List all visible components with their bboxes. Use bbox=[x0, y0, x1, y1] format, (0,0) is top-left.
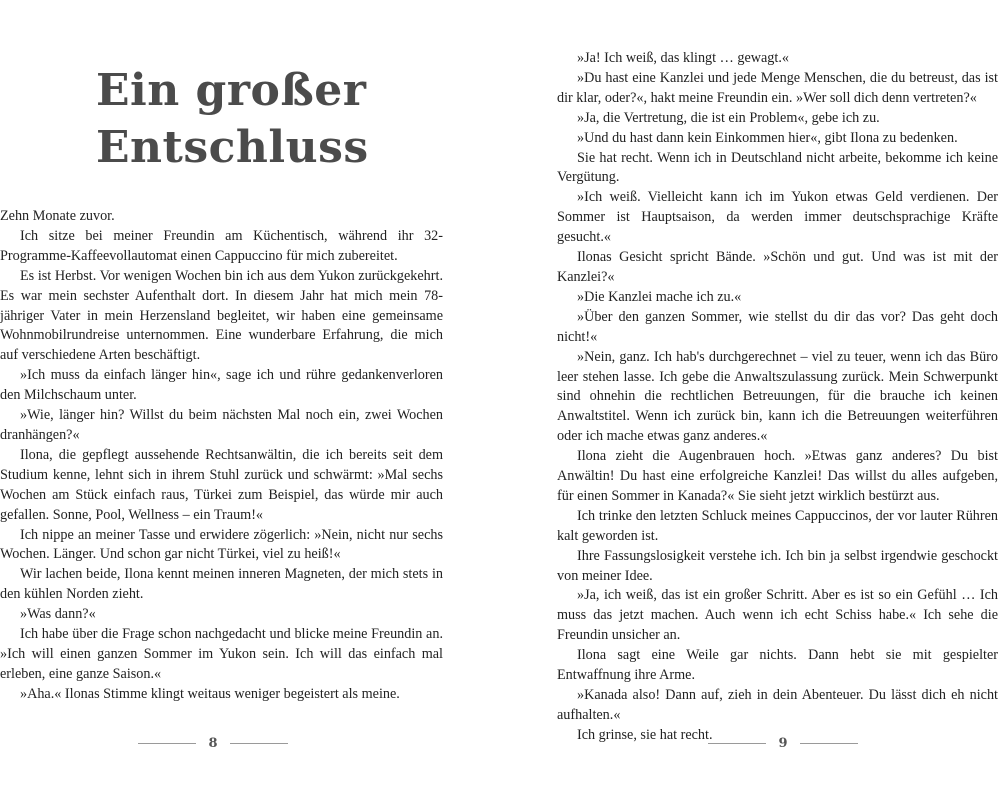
paragraph: Ilona, die gepflegt aussehende Rechtsanwältin, die ich bereits seit dem Studium kenne, lehnt sich in ihrem Stuhl zurück und schwärmt: »Mal sechs Wochen am Stück einfach raus, Türkei zum Beispiel, das würde mir auch gefallen. Sonne, Pool, Wellness – ein Traum!« bbox=[0, 446, 443, 523]
paragraph: »Ja, ich weiß, das ist ein großer Schritt. Aber es ist so ein Gefühl … Ich muss das jetzt machen. Auch wenn ich echt Schiss habe.« Ich sehe die Freundin unsicher an. bbox=[557, 587, 998, 644]
right-page-body bbox=[557, 49, 998, 746]
footer-rule bbox=[230, 743, 288, 744]
paragraph: »Wie, länger hin? Willst du beim nächsten Mal noch ein, zwei Wochen dranhängen?« bbox=[0, 407, 443, 443]
right-page bbox=[500, 0, 1000, 800]
paragraph: »Über den ganzen Sommer, wie stellst du dir das vor? Das geht doch nicht!« bbox=[557, 308, 998, 345]
page-footer bbox=[128, 733, 298, 753]
page-number: 8 bbox=[208, 735, 218, 751]
paragraph: Ich sitze bei meiner Freundin am Küchentisch, während ihr 32-Programme-Kaffeevollautomat einen Cappuccino für mich zubereitet. bbox=[0, 227, 443, 264]
footer-rule bbox=[800, 743, 858, 744]
paragraph: »Kanada also! Dann auf, zieh in dein Abenteuer. Du lässt dich eh nicht aufhalten.« bbox=[557, 687, 998, 723]
chapter-title-line: Entschluss bbox=[96, 122, 369, 173]
paragraph: »Ja! Ich weiß, das klingt … gewagt.« bbox=[577, 50, 789, 66]
paragraph: Wir lachen beide, Ilona kennt meinen inneren Magneten, der mich stets in den kühlen Norden zieht. bbox=[0, 566, 443, 603]
paragraph: »Was dann?« bbox=[20, 606, 96, 623]
page-footer bbox=[698, 733, 868, 753]
paragraph: Sie hat recht. Wenn ich in Deutschland nicht arbeite, bekomme ich keine Vergütung. bbox=[557, 149, 998, 186]
paragraph: »Aha.« Ilonas Stimme klingt weitaus weniger begeistert als meine. bbox=[20, 685, 400, 702]
left-page-body bbox=[0, 207, 443, 705]
paragraph: Ilona zieht die Augenbrauen hoch. »Etwas ganz anderes? Du bist Anwältin! Du hast eine erfolgreiche Kanzlei! Das willst du alles aufgeben, für einen Sommer in Kanada?« Sie sieht jetzt wirklich bestürzt aus. bbox=[557, 448, 998, 504]
paragraph: »Du hast eine Kanzlei und jede Menge Menschen, die du betreust, das ist dir klar, oder?«, hakt meine Freundin ein. »Wer soll dich denn vertreten?« bbox=[557, 69, 998, 106]
paragraph: »Die Kanzlei mache ich zu.« bbox=[577, 288, 742, 305]
paragraph: »Und du hast dann kein Einkommen hier«, gibt Ilona zu bedenken. bbox=[577, 129, 958, 146]
page-number: 9 bbox=[778, 735, 788, 751]
chapter-title bbox=[96, 62, 476, 176]
paragraph: »Ich weiß. Vielleicht kann ich im Yukon etwas Geld verdienen. Der Sommer ist Hauptsaison, da werden immer deutschsprachige Kräfte gesucht.« bbox=[557, 189, 998, 246]
paragraph: Ihre Fassungslosigkeit verstehe ich. Ich bin ja selbst irgendwie geschockt von meiner Idee. bbox=[557, 547, 998, 584]
paragraph: »Ich muss da einfach länger hin«, sage ich und rühre gedankenverloren den Milchschaum unter. bbox=[0, 367, 443, 404]
paragraph: »Nein, ganz. Ich hab's durchgerechnet – viel zu teuer, wenn ich das Büro leer stehen lasse. Ich gebe die Anwaltszulassung zurück. Mein Schwerpunkt sind ohnehin die rechtlichen Betreuungen, für die brauche ich keinen Anwaltstitel. Wenn ich zurück bin, kann ich die Betreuungen weiterführen oder ich mache etwas ganz anderes.« bbox=[557, 348, 998, 445]
chapter-title-line: Ein großer bbox=[96, 65, 367, 116]
footer-rule bbox=[708, 743, 766, 744]
paragraph: Es ist Herbst. Vor wenigen Wochen bin ich aus dem Yukon zurückgekehrt. Es war mein sechster Aufenthalt dort. In diesem Jahr hat mich mein 78-jähriger Vater in mein Herzensland begleitet, wir haben eine gemeinsame Wohnmobilrundreise unternommen. Eine wunderbare Erfahrung, die mich auf verschiedene Arten beschäftigt. bbox=[0, 267, 443, 364]
paragraph: »Ja, die Vertretung, die ist ein Problem«, gebe ich zu. bbox=[577, 109, 880, 126]
paragraph: Ilona sagt eine Weile gar nichts. Dann hebt sie mit gespielter Entwaffnung ihre Arme. bbox=[557, 647, 998, 684]
paragraph: Ich grinse, sie hat recht. bbox=[577, 726, 713, 743]
paragraph: Zehn Monate zuvor. bbox=[0, 208, 115, 224]
footer-rule bbox=[138, 743, 196, 744]
paragraph: Ich trinke den letzten Schluck meines Cappuccinos, der vor lauter Rühren kalt geworden ist. bbox=[557, 507, 998, 544]
paragraph: Ich habe über die Frage schon nachgedacht und blicke meine Freundin an. »Ich will einen ganzen Sommer im Yukon sein. Ich will das einfach mal erleben, eine ganze Saison.« bbox=[0, 626, 443, 682]
paragraph: Ilonas Gesicht spricht Bände. »Schön und gut. Und was ist mit der Kanzlei?« bbox=[557, 249, 998, 285]
paragraph: Ich nippe an meiner Tasse und erwidere zögerlich: »Nein, nicht nur sechs Wochen. Länger. Und schon gar nicht Türkei, viel zu heiß!« bbox=[0, 526, 443, 563]
